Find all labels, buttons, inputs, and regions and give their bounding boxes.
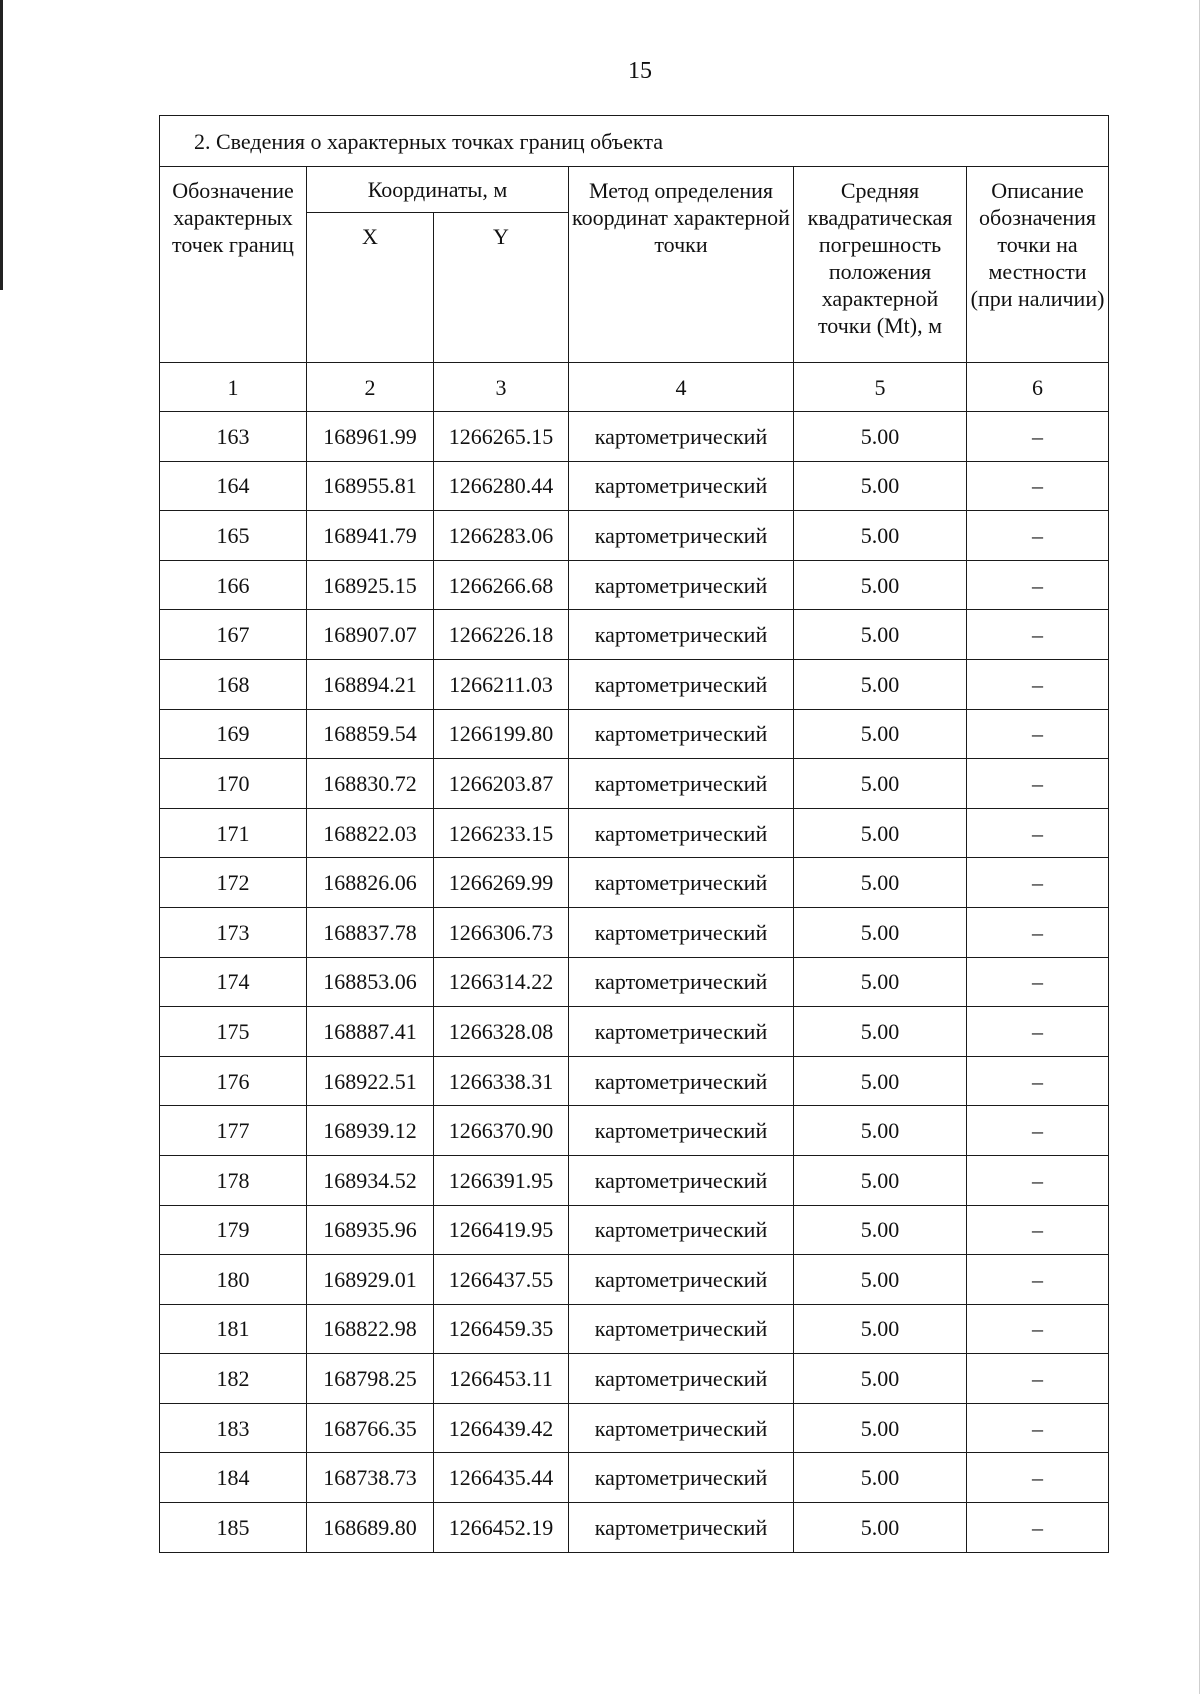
cell-y: 1266283.06 [434, 511, 569, 561]
table-body [160, 412, 1109, 1553]
cell-method: картометрический [569, 1205, 794, 1255]
column-number: 2 [307, 363, 434, 412]
cell-description: – [967, 412, 1109, 462]
cell-description: – [967, 511, 1109, 561]
cell-description: – [967, 1304, 1109, 1354]
cell-x: 168907.07 [307, 610, 434, 660]
cell-x: 168887.41 [307, 1007, 434, 1057]
cell-point: 179 [160, 1205, 307, 1255]
header-coordinates: Координаты, м [307, 167, 569, 213]
column-number: 6 [967, 363, 1109, 412]
cell-method: картометрический [569, 412, 794, 462]
cell-method: картометрический [569, 461, 794, 511]
cell-y: 1266370.90 [434, 1106, 569, 1156]
table-row [160, 957, 1109, 1007]
cell-method: картометрический [569, 1007, 794, 1057]
cell-y: 1266435.44 [434, 1453, 569, 1503]
column-number: 3 [434, 363, 569, 412]
cell-method: картометрический [569, 1056, 794, 1106]
cell-point: 185 [160, 1503, 307, 1553]
cell-point: 173 [160, 907, 307, 957]
table-row [160, 1205, 1109, 1255]
cell-error: 5.00 [794, 808, 967, 858]
cell-y: 1266453.11 [434, 1354, 569, 1404]
table-row [160, 1354, 1109, 1404]
cell-y: 1266269.99 [434, 858, 569, 908]
cell-method: картометрический [569, 957, 794, 1007]
table-row [160, 759, 1109, 809]
cell-error: 5.00 [794, 1503, 967, 1553]
cell-method: картометрический [569, 1106, 794, 1156]
table-row [160, 1007, 1109, 1057]
column-number: 5 [794, 363, 967, 412]
table-row [160, 1255, 1109, 1305]
cell-description: – [967, 1503, 1109, 1553]
header-y: Y [434, 213, 569, 363]
cell-description: – [967, 709, 1109, 759]
table-row [160, 1304, 1109, 1354]
cell-description: – [967, 1205, 1109, 1255]
table-row [160, 1403, 1109, 1453]
cell-error: 5.00 [794, 659, 967, 709]
cell-method: картометрический [569, 907, 794, 957]
table-row [160, 808, 1109, 858]
cell-error: 5.00 [794, 1255, 967, 1305]
cell-y: 1266439.42 [434, 1403, 569, 1453]
cell-point: 177 [160, 1106, 307, 1156]
cell-x: 168837.78 [307, 907, 434, 957]
column-number: 1 [160, 363, 307, 412]
table-row [160, 461, 1109, 511]
cell-method: картометрический [569, 759, 794, 809]
column-numbers-row [160, 363, 1109, 412]
cell-method: картометрический [569, 1255, 794, 1305]
cell-method: картометрический [569, 1453, 794, 1503]
cell-y: 1266280.44 [434, 461, 569, 511]
cell-description: – [967, 1403, 1109, 1453]
cell-y: 1266338.31 [434, 1056, 569, 1106]
cell-method: картометрический [569, 1503, 794, 1553]
cell-x: 168939.12 [307, 1106, 434, 1156]
cell-y: 1266211.03 [434, 659, 569, 709]
cell-y: 1266226.18 [434, 610, 569, 660]
cell-x: 168738.73 [307, 1453, 434, 1503]
cell-description: – [967, 1354, 1109, 1404]
cell-method: картометрический [569, 659, 794, 709]
cell-x: 168853.06 [307, 957, 434, 1007]
cell-y: 1266391.95 [434, 1155, 569, 1205]
header-description: Описание обозначения точки на местности (при наличии) [967, 167, 1109, 363]
cell-method: картометрический [569, 1354, 794, 1404]
cell-x: 168934.52 [307, 1155, 434, 1205]
cell-point: 168 [160, 659, 307, 709]
cell-x: 168929.01 [307, 1255, 434, 1305]
cell-point: 182 [160, 1354, 307, 1404]
cell-x: 168894.21 [307, 659, 434, 709]
cell-error: 5.00 [794, 1354, 967, 1404]
cell-error: 5.00 [794, 1155, 967, 1205]
cell-description: – [967, 1155, 1109, 1205]
cell-y: 1266203.87 [434, 759, 569, 809]
cell-x: 168822.03 [307, 808, 434, 858]
cell-y: 1266266.68 [434, 560, 569, 610]
cell-y: 1266233.15 [434, 808, 569, 858]
cell-point: 184 [160, 1453, 307, 1503]
cell-method: картометрический [569, 560, 794, 610]
cell-x: 168822.98 [307, 1304, 434, 1354]
table-row [160, 511, 1109, 561]
cell-description: – [967, 560, 1109, 610]
cell-description: – [967, 1106, 1109, 1156]
cell-point: 170 [160, 759, 307, 809]
cell-description: – [967, 759, 1109, 809]
cell-x: 168689.80 [307, 1503, 434, 1553]
cell-point: 175 [160, 1007, 307, 1057]
header-method: Метод определения координат характерной точки [569, 167, 794, 363]
cell-error: 5.00 [794, 1056, 967, 1106]
cell-description: – [967, 1007, 1109, 1057]
cell-error: 5.00 [794, 1304, 967, 1354]
cell-description: – [967, 808, 1109, 858]
cell-description: – [967, 1255, 1109, 1305]
cell-point: 174 [160, 957, 307, 1007]
cell-y: 1266459.35 [434, 1304, 569, 1354]
cell-x: 168925.15 [307, 560, 434, 610]
cell-x: 168955.81 [307, 461, 434, 511]
table-row [160, 709, 1109, 759]
cell-error: 5.00 [794, 412, 967, 462]
cell-method: картометрический [569, 511, 794, 561]
cell-error: 5.00 [794, 610, 967, 660]
cell-y: 1266265.15 [434, 412, 569, 462]
cell-x: 168766.35 [307, 1403, 434, 1453]
cell-x: 168961.99 [307, 412, 434, 462]
cell-point: 167 [160, 610, 307, 660]
cell-error: 5.00 [794, 461, 967, 511]
cell-error: 5.00 [794, 1205, 967, 1255]
cell-x: 168859.54 [307, 709, 434, 759]
cell-method: картометрический [569, 610, 794, 660]
cell-y: 1266199.80 [434, 709, 569, 759]
cell-x: 168935.96 [307, 1205, 434, 1255]
cell-error: 5.00 [794, 858, 967, 908]
cell-point: 171 [160, 808, 307, 858]
cell-method: картометрический [569, 808, 794, 858]
cell-description: – [967, 907, 1109, 957]
table-row [160, 858, 1109, 908]
cell-y: 1266306.73 [434, 907, 569, 957]
cell-error: 5.00 [794, 1106, 967, 1156]
cell-point: 164 [160, 461, 307, 511]
cell-x: 168798.25 [307, 1354, 434, 1404]
section-title: 2. Сведения о характерных точках границ объекта [160, 116, 1109, 167]
table-row [160, 907, 1109, 957]
cell-error: 5.00 [794, 709, 967, 759]
cell-method: картометрический [569, 858, 794, 908]
cell-description: – [967, 659, 1109, 709]
cell-point: 169 [160, 709, 307, 759]
cell-error: 5.00 [794, 1453, 967, 1503]
table-row [160, 1106, 1109, 1156]
cell-description: – [967, 461, 1109, 511]
table-row [160, 659, 1109, 709]
header-x: X [307, 213, 434, 363]
table-row [160, 1056, 1109, 1106]
cell-error: 5.00 [794, 511, 967, 561]
cell-point: 163 [160, 412, 307, 462]
cell-point: 172 [160, 858, 307, 908]
cell-method: картометрический [569, 709, 794, 759]
cell-y: 1266419.95 [434, 1205, 569, 1255]
scan-edge-left [0, 0, 3, 290]
cell-error: 5.00 [794, 957, 967, 1007]
boundary-points-table [159, 115, 1109, 1553]
cell-y: 1266328.08 [434, 1007, 569, 1057]
header-designation: Обозначение характерных точек границ [160, 167, 307, 363]
cell-description: – [967, 610, 1109, 660]
table-row [160, 1503, 1109, 1553]
cell-y: 1266314.22 [434, 957, 569, 1007]
header-error: Средняя квадратическая погрешность положения характерной точки (Mt), м [794, 167, 967, 363]
cell-error: 5.00 [794, 1403, 967, 1453]
cell-y: 1266452.19 [434, 1503, 569, 1553]
table-row [160, 610, 1109, 660]
cell-error: 5.00 [794, 907, 967, 957]
cell-point: 183 [160, 1403, 307, 1453]
cell-description: – [967, 957, 1109, 1007]
cell-x: 168826.06 [307, 858, 434, 908]
cell-method: картометрический [569, 1155, 794, 1205]
column-number: 4 [569, 363, 794, 412]
cell-point: 181 [160, 1304, 307, 1354]
table-row [160, 412, 1109, 462]
table-row [160, 560, 1109, 610]
cell-point: 166 [160, 560, 307, 610]
cell-point: 176 [160, 1056, 307, 1106]
cell-description: – [967, 1056, 1109, 1106]
cell-point: 178 [160, 1155, 307, 1205]
page-number: 15 [628, 58, 652, 84]
table-row [160, 1453, 1109, 1503]
cell-error: 5.00 [794, 560, 967, 610]
table-row [160, 1155, 1109, 1205]
cell-error: 5.00 [794, 759, 967, 809]
cell-method: картометрический [569, 1403, 794, 1453]
cell-x: 168922.51 [307, 1056, 434, 1106]
cell-description: – [967, 858, 1109, 908]
cell-y: 1266437.55 [434, 1255, 569, 1305]
cell-x: 168830.72 [307, 759, 434, 809]
cell-point: 180 [160, 1255, 307, 1305]
cell-error: 5.00 [794, 1007, 967, 1057]
cell-point: 165 [160, 511, 307, 561]
cell-description: – [967, 1453, 1109, 1503]
cell-method: картометрический [569, 1304, 794, 1354]
cell-x: 168941.79 [307, 511, 434, 561]
